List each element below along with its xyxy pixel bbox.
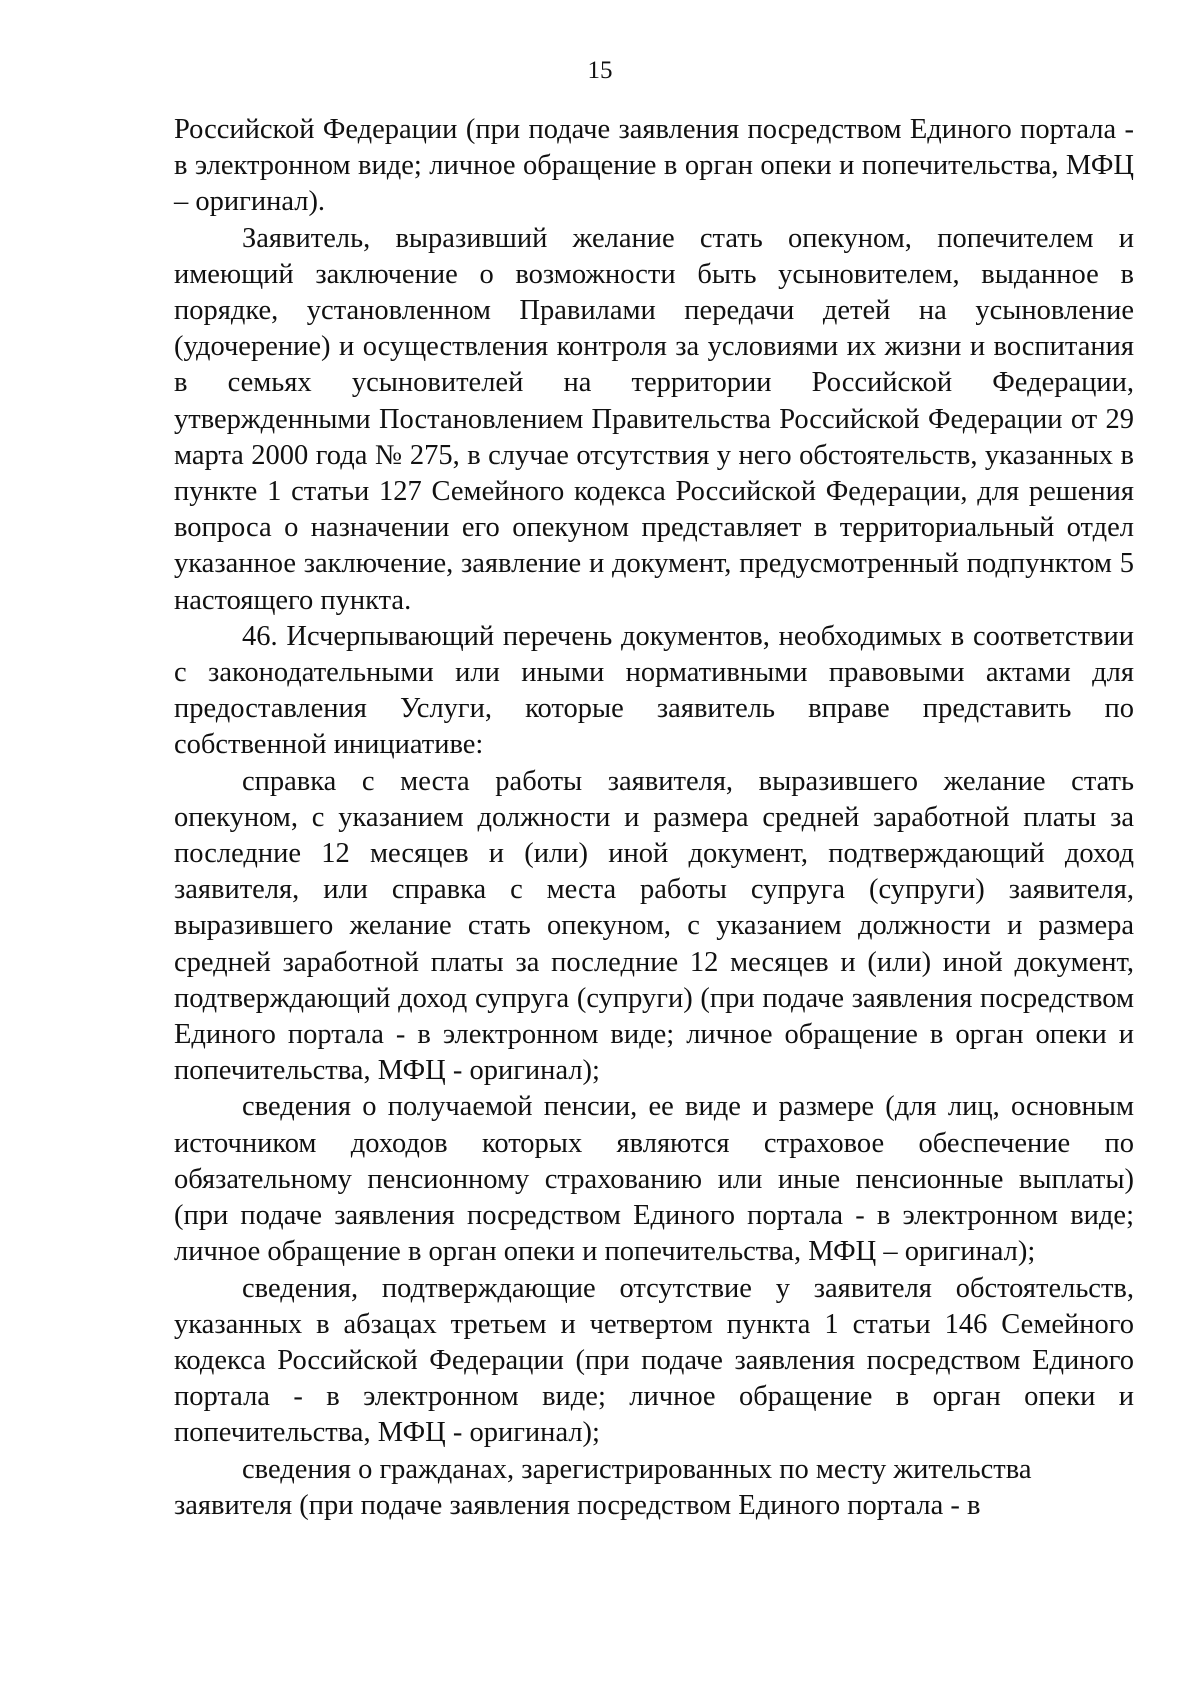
- page-number: 15: [587, 57, 613, 84]
- document-body: [174, 112, 1134, 1524]
- paragraph-work-certificate: справка с места работы заявителя, выразившего желание стать опекуном, с указанием должности и размера средней заработной платы за последние 12 месяцев и (или) иной документ, подтверждающий доход заявителя, или справка с места работы супруга (супруги) заявителя, выразившего желание стать опекуном, с указанием должности и размера средней заработной платы за последние 12 месяцев и (или) иной документ, подтверждающий доход супруга (супруги) (при подаче заявления посредством Единого портала - в электронном виде; личное обращение в орган опеки и попечительства, МФЦ - оригинал);: [174, 765, 1134, 1087]
- paragraph-registered-citizens: сведения о гражданах, зарегистрированных по месту жительства заявителя (при подаче заявления посредством Единого портала - в: [174, 1453, 1032, 1521]
- paragraph-applicant-conclusion: Заявитель, выразивший желание стать опекуном, попечителем и имеющий заключение о возможности быть усыновителем, выданное в порядке, установленном Правилами передачи детей на усыновление (удочерение) и осуществления контроля за условиями их жизни и воспитания в семьях усыновителей на территории Российской Федерации, утвержденными Постановлением Правительства Российской Федерации от 29 марта 2000 года № 275, в случае отсутствия у него обстоятельств, указанных в пункте 1 статьи 127 Семейного кодекса Российской Федерации, для решения вопроса о назначении его опекуном представляет в территориальный отдел указанное заключение, заявление и документ, предусмотренный подпунктом 5 настоящего пункта.: [174, 222, 1134, 616]
- paragraph-pension-info: сведения о получаемой пенсии, ее виде и размере (для лиц, основным источником доходов которых являются страховое обеспечение по обязательному пенсионному страхованию или иные пенсионные выплаты) (при подаче заявления посредством Единого портала - в электронном виде; личное обращение в орган опеки и попечительства, МФЦ – оригинал);: [174, 1091, 1134, 1268]
- paragraph-item-46: 46. Исчерпывающий перечень документов, необходимых в соответствии с законодательными или иными нормативными правовыми актами для предоставления Услуги, которые заявитель вправе представить по собственной инициативе:: [174, 620, 1134, 761]
- paragraph-continuation: Российской Федерации (при подаче заявления посредством Единого портала - в электронном виде; личное обращение в орган опеки и попечительства, МФЦ – оригинал).: [174, 114, 1134, 218]
- paragraph-absence-circumstances: сведения, подтверждающие отсутствие у заявителя обстоятельств, указанных в абзацах третьем и четвертом пункта 1 статьи 146 Семейного кодекса Российской Федерации (при подаче заявления посредством Единого портала - в электронном виде; личное обращение в орган опеки и попечительства, МФЦ - оригинал);: [174, 1272, 1134, 1449]
